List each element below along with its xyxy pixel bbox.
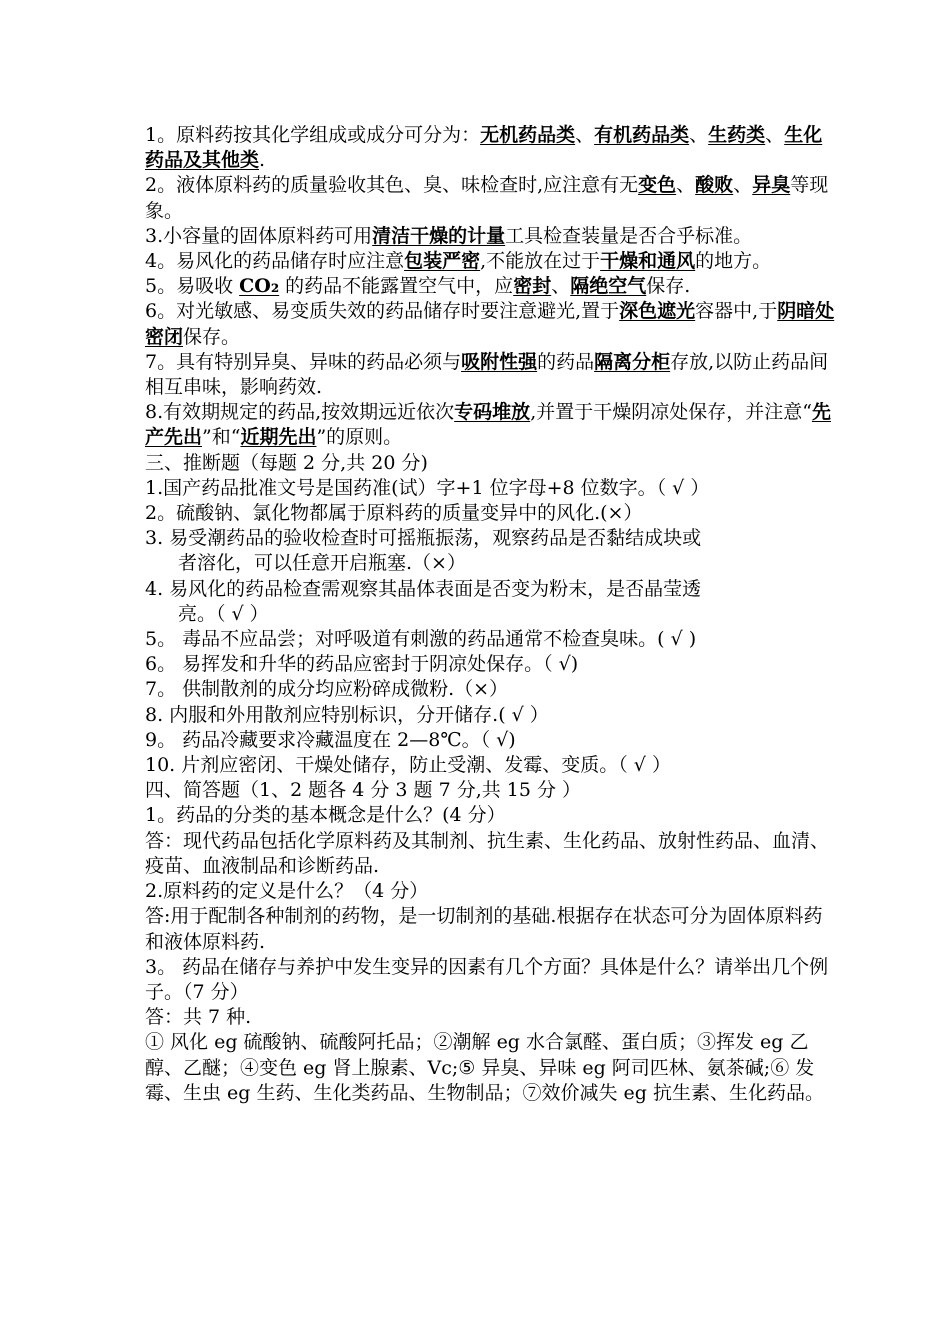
answer: 生化药品及其他类 bbox=[145, 124, 823, 172]
judge-item-2: 2。硫酸钠、氯化物都属于原料药的质量变异中的风化.(×） bbox=[145, 502, 643, 525]
fill-item-6: 6。对光敏感、易变质失效的药品储存时要注意避光,置于深色遮光容器中,于阴暗处密闭保存。 bbox=[145, 300, 835, 348]
section-heading-short: 四、简答题（1、2 题各 4 分 3 题 7 分,共 15 分 ） bbox=[145, 779, 582, 802]
answer: 深色遮光 bbox=[619, 300, 696, 323]
judge-item-8: 8. 内服和外用散剂应特别标识，分开储存.( √ ） bbox=[145, 703, 549, 726]
short-question-3: 3。 药品在储存与养护中发生变异的因素有几个方面？具体是什么？请举出几个例子。（7 分） bbox=[145, 955, 829, 1003]
judge-item-6: 6。 易挥发和升华的药品应密封于阴凉处保存。（ √) bbox=[145, 653, 579, 676]
fill-item-5: 5。易吸收 CO₂ 的药品不能露置空气中，应密封、隔绝空气保存. bbox=[145, 275, 691, 298]
short-answer-1: 答：现代药品包括化学原料药及其制剂、抗生素、生化药品、放射性药品、血清、疫苗、血液制品和诊断药品. bbox=[145, 829, 830, 877]
judge-item-4-continued: 亮。（ √ ） bbox=[178, 602, 269, 625]
answer: 变色 bbox=[638, 174, 677, 197]
short-question-1: 1。药品的分类的基本概念是什么？(4 分） bbox=[145, 804, 506, 827]
answer: 近期先出 bbox=[240, 426, 317, 449]
answer: 酸败 bbox=[695, 174, 734, 197]
judge-item-7: 7。 供制散剂的成分均应粉碎成微粉.（×） bbox=[145, 678, 509, 701]
fill-item-1: 1。原料药按其化学组成或成分可分为：无机药品类、有机药品类、生药类、生化药品及其他类. bbox=[145, 124, 823, 172]
fill-item-7: 7。具有特别异臭、异味的药品必须与吸附性强的药品隔离分柜存放,以防止药品间相互串味，影响药效. bbox=[145, 350, 829, 399]
answer: 清洁干燥的计量 bbox=[372, 224, 506, 247]
answer: 生药类 bbox=[708, 124, 766, 146]
document-body bbox=[145, 123, 835, 1106]
fill-item-2: 2。液体原料药的质量验收其色、臭、味检查时,应注意有无变色、酸败、异臭等现象。 bbox=[145, 174, 829, 222]
answer: 异臭 bbox=[752, 174, 791, 197]
answer: 专码堆放 bbox=[454, 401, 531, 424]
fill-item-8: 8.有效期规定的药品,按效期远近依次专码堆放,并置于干燥阴凉处保存，并注意“先产先出”和“近期先出”的原则。 bbox=[145, 401, 831, 449]
fill-item-3: 3.小容量的固体原料药可用清洁干燥的计量工具检查装量是否合乎标准。 bbox=[145, 224, 753, 247]
answer: 隔离分柜 bbox=[594, 350, 671, 373]
answer: 先产先出 bbox=[145, 401, 831, 449]
section-heading-judge: 三、推断题（每题 2 分,共 20 分) bbox=[145, 451, 428, 474]
answer: 密封 bbox=[513, 275, 552, 298]
short-question-2: 2.原料药的定义是什么？（4 分） bbox=[145, 880, 429, 903]
short-answer-2: 答:用于配制各种制剂的药物，是一切制剂的基础.根据存在状态可分为固体原料药和液体原料药. bbox=[145, 905, 823, 953]
answer: 干燥和通风 bbox=[600, 250, 696, 273]
short-answer-3-detail: ① 风化 eg 硫酸钠、硫酸阿托品；②潮解 eg 水合氯醛、蛋白质；③挥发 eg 乙醇、乙醚；④变色 eg 肾上腺素、Vc;⑤ 异臭、异味 eg 阿司匹林、氨茶碱;⑥ 发霉、生虫 eg 生药、生化类药品、生物制品；⑦效价减失 eg 抗生素、生化药品。 bbox=[145, 1031, 824, 1104]
judge-item-3: 3. 易受潮药品的验收检查时可摇瓶振荡，观察药品是否黏结成块或 bbox=[145, 527, 702, 550]
answer: 无机药品类 bbox=[480, 124, 576, 146]
answer: 阴暗处密闭 bbox=[145, 300, 835, 348]
answer: CO₂ bbox=[239, 275, 280, 298]
answer: 吸附性强 bbox=[461, 350, 538, 373]
answer: 包装严密 bbox=[404, 250, 481, 273]
judge-item-4: 4. 易风化的药品检查需观察其晶体表面是否变为粉末，是否晶莹透 bbox=[145, 577, 702, 600]
short-answer-3-intro: 答：共 7 种. bbox=[145, 1006, 252, 1029]
judge-item-3-continued: 者溶化，可以任意开启瓶塞.（×） bbox=[178, 552, 466, 575]
answer: 有机药品类 bbox=[594, 124, 690, 146]
judge-item-5: 5。 毒品不应品尝；对呼吸道有刺激的药品通常不检查臭味。( √ ) bbox=[145, 628, 697, 651]
judge-item-10: 10. 片剂应密闭、干燥处储存，防止受潮、发霉、变质。（ √ ） bbox=[145, 754, 671, 777]
judge-item-9: 9。 药品冷藏要求冷藏温度在 2—8℃。（ √) bbox=[145, 728, 516, 751]
answer: 隔绝空气 bbox=[570, 275, 647, 298]
judge-item-1: 1.国产药品批准文号是国药准(试）字+1 位字母+8 位数字。（ √ ） bbox=[145, 476, 710, 499]
fill-item-4: 4。易风化的药品储存时应注意包装严密,不能放在过于干燥和通风的地方。 bbox=[145, 250, 772, 273]
